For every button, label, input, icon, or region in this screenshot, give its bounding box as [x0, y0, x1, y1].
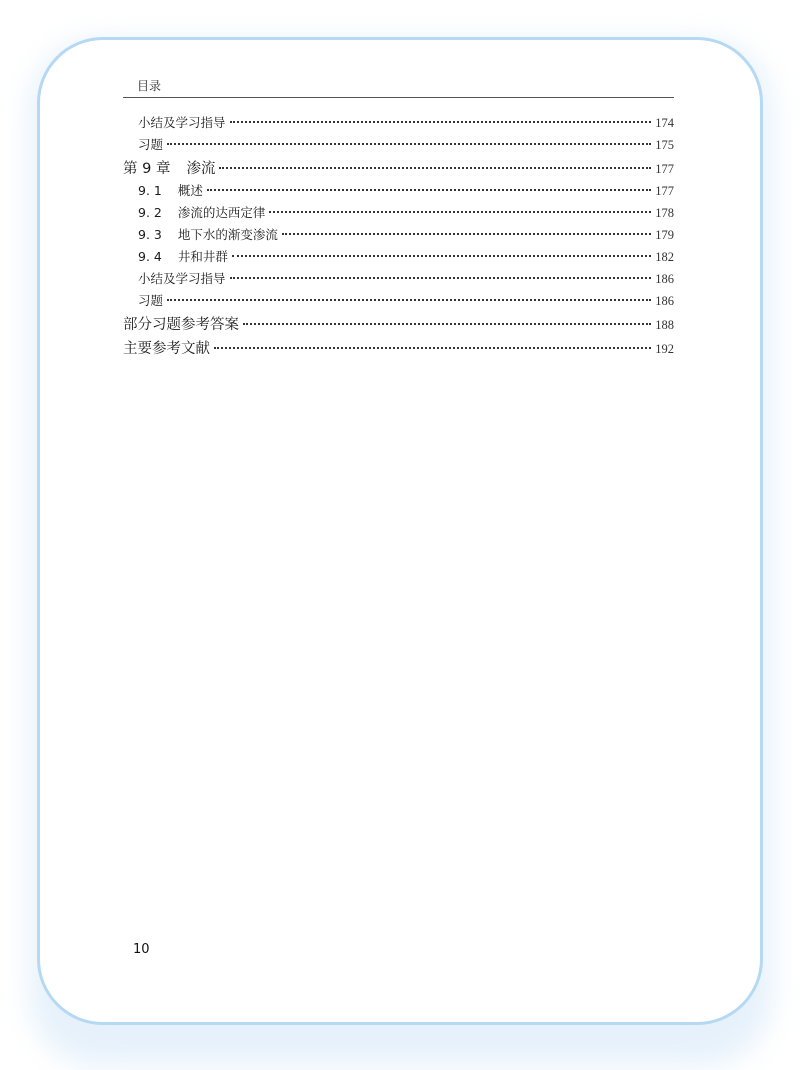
- toc-entry-title: 习题: [138, 293, 164, 308]
- running-head: 目录: [137, 79, 162, 93]
- toc-entry-title: 渗流: [186, 161, 216, 177]
- toc-entry-title: 地下水的渐变渗流: [177, 227, 278, 242]
- toc-entry-page: 175: [655, 138, 674, 152]
- dot-leader: [230, 277, 652, 279]
- dot-leader: [243, 323, 651, 325]
- toc-entry-title: 主要参考文献: [123, 341, 210, 357]
- toc-entry-chapter-9[interactable]: [123, 157, 674, 178]
- toc-entry-exercises-ch8[interactable]: [123, 135, 674, 153]
- header-rule: [123, 97, 674, 98]
- dot-leader: [230, 121, 652, 123]
- dot-leader: [167, 299, 651, 301]
- dot-leader: [282, 233, 651, 235]
- dot-leader: [219, 167, 651, 169]
- toc-entry-title: 井和井群: [177, 249, 228, 264]
- toc-entry-page: 188: [655, 318, 674, 332]
- toc-entry-summary-ch8[interactable]: [123, 113, 674, 131]
- toc-entry-title: 小结及学习指导: [138, 115, 226, 130]
- toc-entry-9-2[interactable]: [123, 203, 674, 221]
- toc-entry-9-1[interactable]: [123, 181, 674, 199]
- dot-leader: [269, 211, 651, 213]
- toc-entry-page: 192: [655, 342, 674, 356]
- toc-entry-title: 部分习题参考答案: [123, 317, 239, 333]
- chapter-number: 第 9 章: [123, 161, 171, 177]
- dot-leader: [207, 189, 651, 191]
- toc-entry-page: 174: [655, 116, 674, 130]
- toc-entry-title: 概述: [177, 183, 203, 198]
- toc-entry-9-4[interactable]: [123, 247, 674, 265]
- toc-entry-9-3[interactable]: [123, 225, 674, 243]
- toc-entry-references[interactable]: [123, 337, 674, 358]
- toc-entry-exercises-ch9[interactable]: [123, 291, 674, 309]
- section-number: 9. 1: [138, 183, 162, 198]
- page-number: 10: [133, 942, 150, 957]
- section-number: 9. 4: [138, 249, 162, 264]
- toc-entry-page: 177: [655, 184, 674, 198]
- section-number: 9. 3: [138, 227, 162, 242]
- toc-entry-page: 182: [655, 250, 674, 264]
- toc-entry-page: 186: [655, 294, 674, 308]
- dot-leader: [167, 143, 651, 145]
- toc-entry-page: 177: [655, 162, 674, 176]
- toc-entry-page: 179: [655, 228, 674, 242]
- dot-leader: [214, 347, 651, 349]
- section-number: 9. 2: [138, 205, 162, 220]
- toc-entry-title: 渗流的达西定律: [177, 205, 266, 220]
- toc-entry-answers[interactable]: [123, 313, 674, 334]
- toc-entry-summary-ch9[interactable]: [123, 269, 674, 287]
- toc-entry-page: 186: [655, 272, 674, 286]
- toc-entry-title: 习题: [138, 137, 164, 152]
- toc-entry-title: 小结及学习指导: [138, 271, 226, 286]
- toc-entry-page: 178: [655, 206, 674, 220]
- dot-leader: [232, 255, 651, 257]
